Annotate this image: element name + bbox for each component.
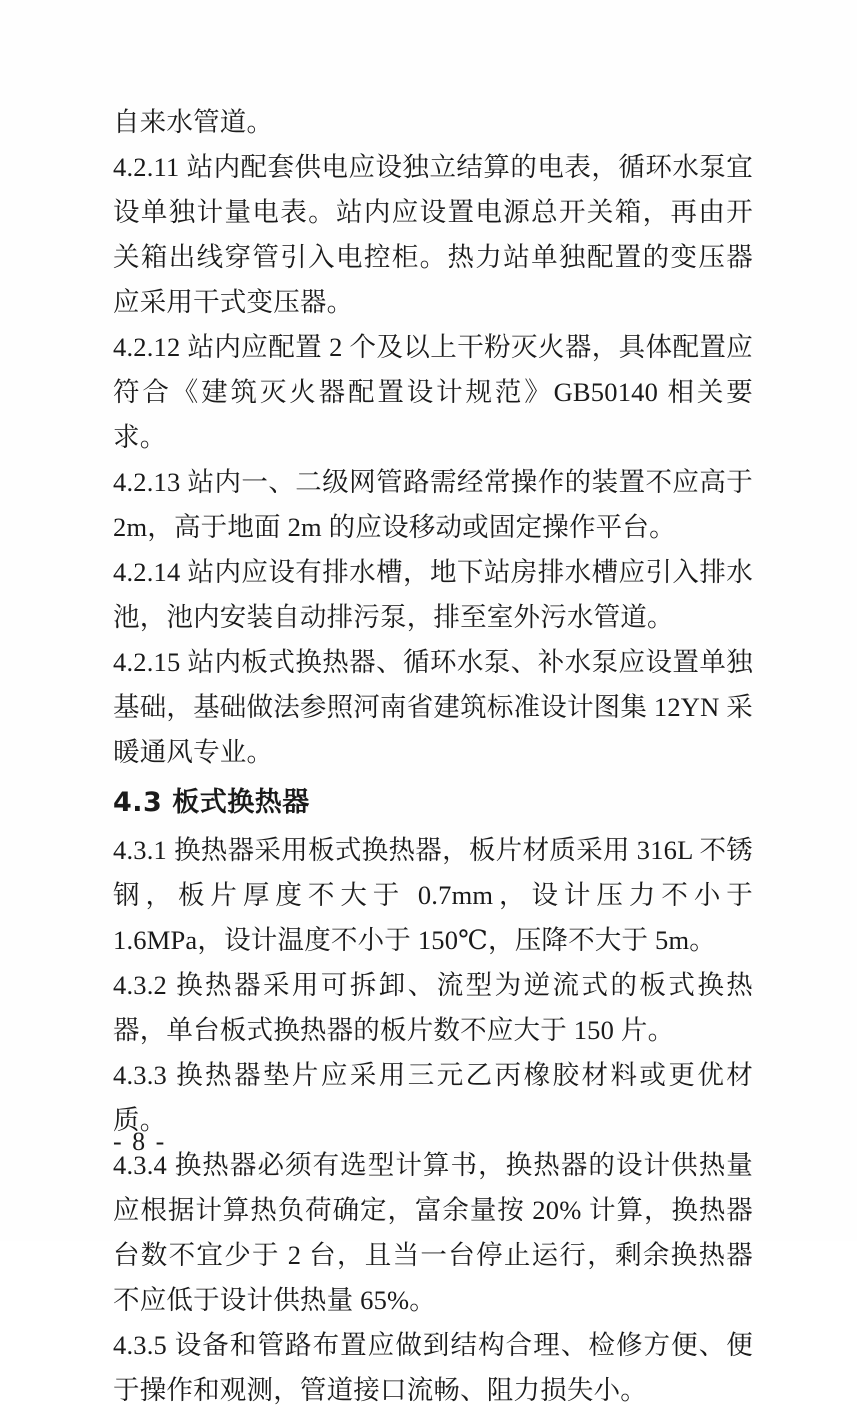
clause-4-2-15: 4.2.15 站内板式换热器、循环水泵、补水泵应设置单独基础，基础做法参照河南省建筑标准设计图集 12YN 采暖通风专业。 bbox=[113, 647, 753, 767]
clause-4-3-4: 4.3.4 换热器必须有选型计算书，换热器的设计供热量应根据计算热负荷确定，富余量按 20% 计算，换热器台数不宜少于 2 台，且当一台停止运行，剩余换热器不应低于设计供热量 65%。 bbox=[113, 1150, 753, 1315]
page-content bbox=[113, 100, 753, 1413]
clause-4-2-11: 4.2.11 站内配套供电应设独立结算的电表，循环水泵宜设单独计量电表。站内应设置电源总开关箱，再由开关箱出线穿管引入电控柜。热力站单独配置的变压器应采用干式变压器。 bbox=[113, 152, 753, 317]
clause-4-3-1: 4.3.1 换热器采用板式换热器，板片材质采用 316L 不锈钢，板片厚度不大于 0.7mm，设计压力不小于 1.6MPa，设计温度不小于 150℃，压降不大于 5m。 bbox=[113, 835, 753, 955]
clause-4-3-2: 4.3.2 换热器采用可拆卸、流型为逆流式的板式换热器，单台板式换热器的板片数不应大于 150 片。 bbox=[113, 970, 753, 1045]
clause-4-2-13: 4.2.13 站内一、二级网管路需经常操作的装置不应高于 2m，高于地面 2m 的应设移动或固定操作平台。 bbox=[113, 467, 753, 542]
page-number: - 8 - bbox=[113, 1127, 167, 1156]
clause-4-3-5: 4.3.5 设备和管路布置应做到结构合理、检修方便、便于操作和观测，管道接口流畅、阻力损失小。 bbox=[113, 1330, 753, 1405]
clause-4-2-12: 4.2.12 站内应配置 2 个及以上干粉灭火器，具体配置应符合《建筑灭火器配置设计规范》GB50140 相关要求。 bbox=[113, 332, 753, 452]
clause-4-2-14: 4.2.14 站内应设有排水槽，地下站房排水槽应引入排水池，池内安装自动排污泵，排至室外污水管道。 bbox=[113, 557, 753, 632]
clause-4-3-3: 4.3.3 换热器垫片应采用三元乙丙橡胶材料或更优材质。 bbox=[113, 1060, 753, 1135]
paragraph-continuation: 自来水管道。 bbox=[113, 107, 274, 137]
section-heading-4-3: 4.3 板式换热器 bbox=[113, 787, 310, 818]
